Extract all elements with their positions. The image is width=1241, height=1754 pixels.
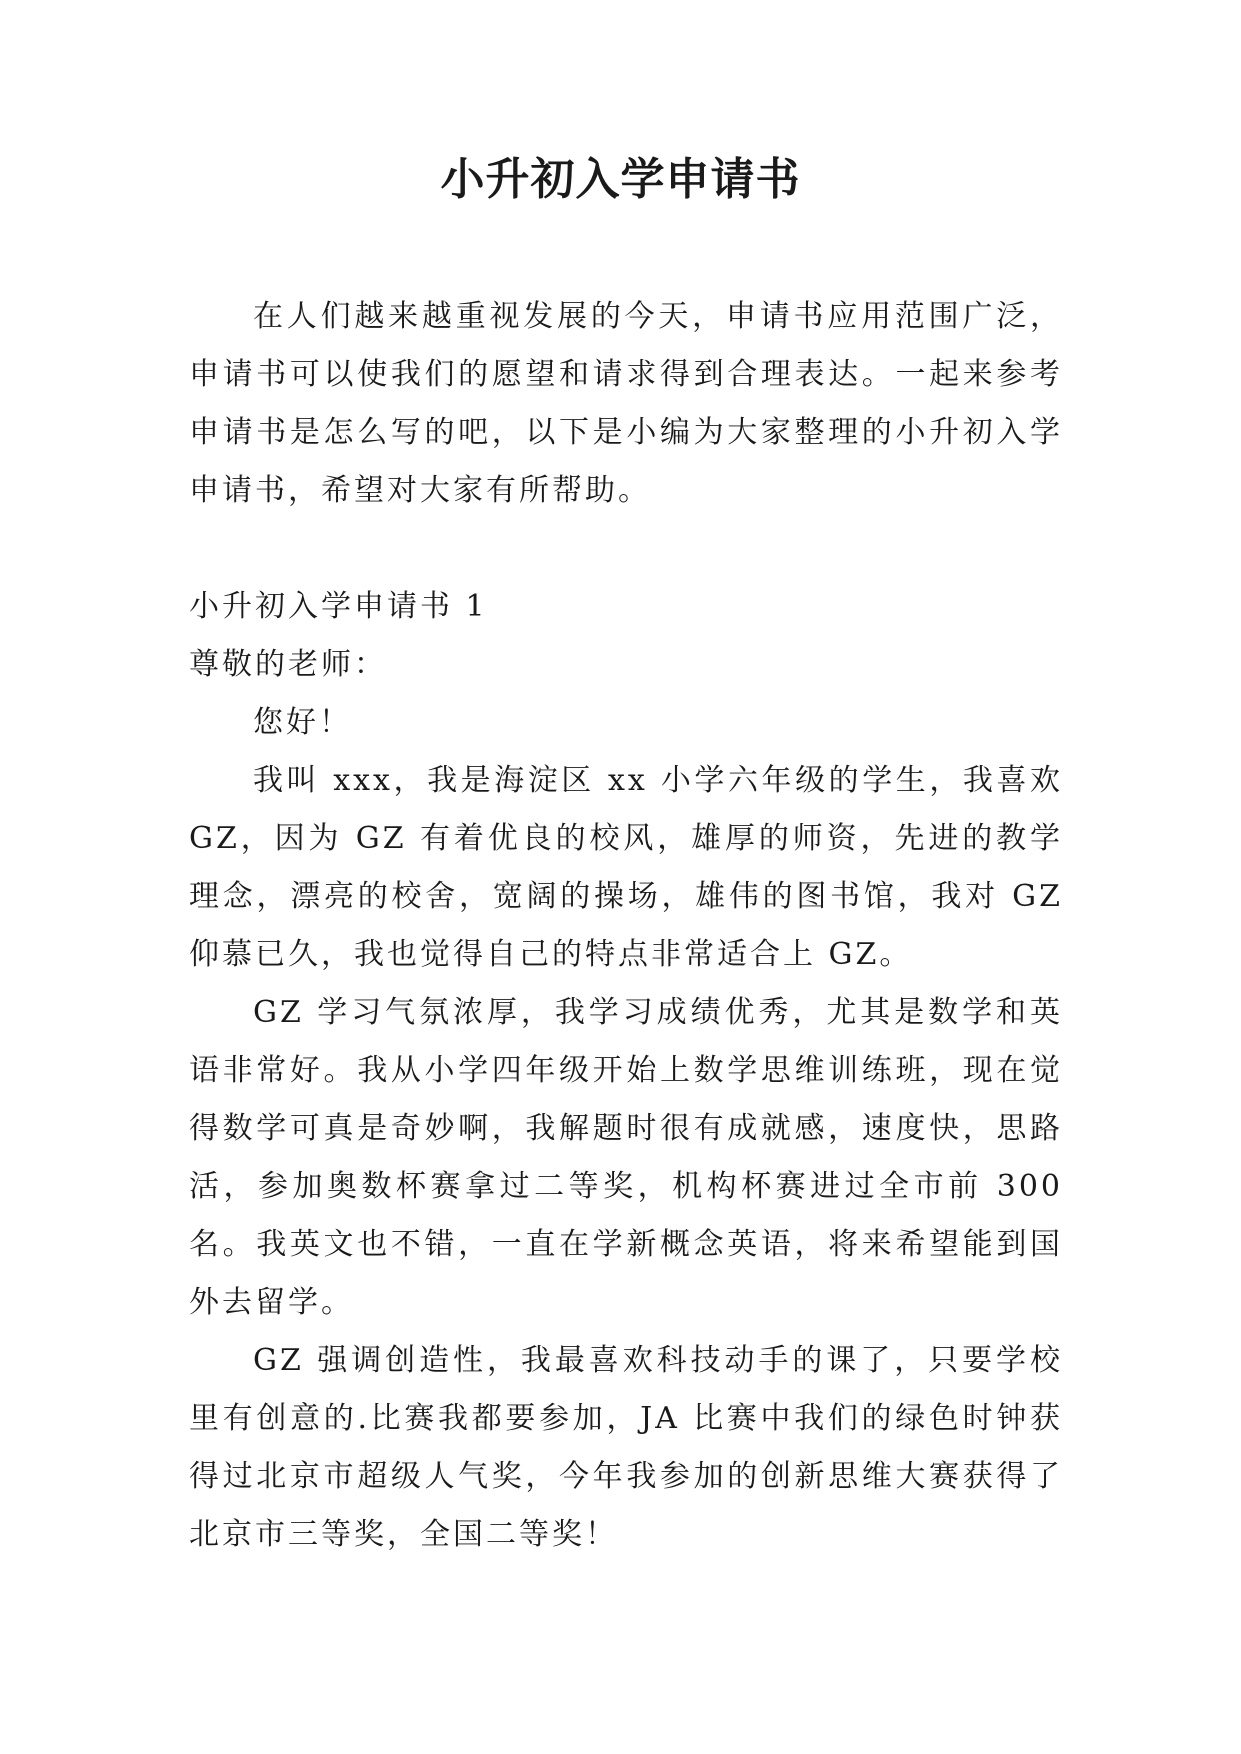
section-heading: 小升初入学申请书 1	[189, 589, 488, 624]
salutation: 尊敬的老师：	[189, 647, 387, 682]
greeting: 您好！	[253, 705, 352, 740]
body-paragraph-3: GZ 强调创造性，我最喜欢科技动手的课了，只要学校里有创意的.比赛我都要参加，JA 比赛中我们的绿色时钟获得过北京市超级人气奖，今年我参加的创新思维大赛获得了北京市三等奖，全国二等奖！	[189, 1343, 1063, 1552]
document-body	[189, 288, 1063, 1564]
body-paragraph-2: GZ 学习气氛浓厚，我学习成绩优秀，尤其是数学和英语非常好。我从小学四年级开始上数学思维训练班，现在觉得数学可真是奇妙啊，我解题时很有成就感，速度快，思路活，参加奥数杯赛拿过二等奖，机构杯赛进过全市前 300 名。我英文也不错，一直在学新概念英语，将来希望能到国外去留学。	[189, 995, 1063, 1320]
document-title: 小升初入学申请书	[440, 154, 801, 205]
body-paragraph-1: 我叫 xxx，我是海淀区 xx 小学六年级的学生，我喜欢 GZ，因为 GZ 有着优良的校风，雄厚的师资，先进的教学理念，漂亮的校舍，宽阔的操场，雄伟的图书馆，我对 GZ 仰慕已久，我也觉得自己的特点非常适合上 GZ。	[189, 763, 1063, 972]
intro-paragraph: 在人们越来越重视发展的今天，申请书应用范围广泛，申请书可以使我们的愿望和请求得到合理表达。一起来参考申请书是怎么写的吧，以下是小编为大家整理的小升初入学申请书，希望对大家有所帮助。	[189, 299, 1063, 508]
